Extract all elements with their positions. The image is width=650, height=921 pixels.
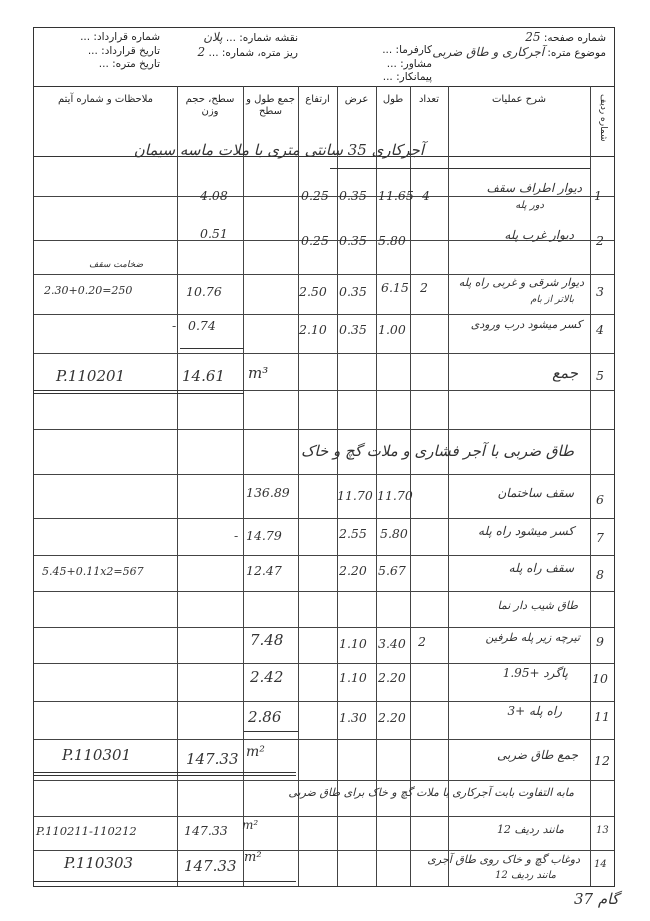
row-number: 10 (592, 671, 608, 686)
underline (244, 731, 298, 732)
col-row-no: شماره ردیف (598, 94, 608, 142)
row-description: سقف راه پله (508, 561, 574, 575)
cell-length: 11.70 (377, 488, 413, 503)
header-col-page (432, 31, 606, 60)
underline (34, 772, 296, 773)
map-number-value: پلان (203, 30, 223, 44)
area-minus-sign: - (172, 318, 177, 333)
cell-length: 2.20 (378, 670, 406, 685)
cell-length: 3.40 (378, 636, 406, 651)
section-title-brickwork: آجرکاری 35 سانتی متری با ملات ماسه سیمان (133, 141, 424, 159)
row-description-2: دور پله (515, 200, 544, 211)
underline (34, 881, 296, 882)
sub-number-label: ریز متره، شماره: ... (208, 46, 298, 59)
header-col-contract (80, 31, 160, 72)
grid-hline (34, 274, 614, 275)
col-area: سطح، حجم وزن (185, 94, 235, 117)
underline (180, 348, 244, 349)
row-description: کسر میشود راه پله (478, 524, 574, 538)
metre-date-label: تاریخ متره: ... (98, 58, 160, 70)
cell-note: 2.30+0.20=250 (44, 284, 133, 297)
cell-area: 4.08 (200, 188, 228, 203)
grid-hline (34, 663, 614, 664)
row-description: دیوار اطراف سقف (486, 181, 582, 195)
cell-area: 0.74 (188, 318, 216, 333)
grid-hline (34, 429, 614, 430)
col-notes: ملاحظات و شماره آیتم (57, 94, 154, 105)
col-height: ارتفاع (305, 94, 330, 105)
grid-vline (337, 86, 338, 886)
cell-length: 5.80 (378, 233, 406, 248)
cell-sum: 14.79 (246, 528, 282, 543)
row-number: 5 (596, 368, 604, 383)
col-length: طول (382, 94, 404, 105)
grid-vline (590, 86, 591, 886)
header-col-employer (382, 44, 432, 85)
cell-area: 147.33 (186, 750, 239, 768)
col-count: تعداد (418, 94, 440, 105)
cell-length: 1.00 (378, 322, 406, 337)
cell-width: 0.35 (339, 233, 367, 248)
subject-label: موضوع متره: (547, 46, 606, 59)
note-annotation: ضخامت سقف (89, 260, 144, 270)
sum-minus-sign: - (234, 528, 239, 543)
grid-vline (410, 86, 411, 886)
grid-hline (34, 314, 614, 315)
grid-hline (34, 627, 614, 628)
contract-number-label: شماره قرارداد: ... (80, 31, 160, 43)
page-number-label: شماره صفحه: (543, 32, 606, 44)
row-description: دوغاب گچ و خاک روی طاق آجری (427, 853, 580, 866)
cell-width: 0.35 (339, 188, 367, 203)
row-number: 2 (596, 233, 604, 248)
metre-sheet (33, 27, 615, 887)
section-title-vault: طاق ضربی با آجر فشاری و ملات گچ و خاک (300, 442, 574, 460)
cell-width: 1.10 (339, 670, 367, 685)
row-description-2: مانند ردیف 12 (495, 870, 556, 881)
sheet-header (34, 28, 614, 87)
row-description: جمع طاق ضربی (496, 748, 578, 762)
unit: m² (242, 818, 259, 832)
row-number: 8 (596, 567, 604, 582)
cell-width: 1.30 (339, 710, 367, 725)
grid-vline (243, 86, 244, 886)
row-number: 6 (596, 492, 604, 507)
cell-length: 5.80 (380, 526, 408, 541)
grid-hline (34, 353, 614, 354)
row-number: 4 (596, 322, 604, 337)
row-number: 7 (596, 530, 604, 545)
underline (34, 390, 244, 391)
cell-area: 0.51 (200, 226, 228, 241)
cell-height: 0.25 (301, 188, 329, 203)
contractor-label: پیمانکار: ... (382, 71, 432, 83)
grid-vline (448, 86, 449, 886)
grid-hline (34, 739, 614, 740)
section-title-difference: مابه التفاوت بابت آجرکاری با ملات گچ و خاک برای طاق ضربی (288, 786, 574, 799)
row-number: 9 (596, 634, 604, 649)
underline (34, 775, 296, 776)
grid-vline (298, 86, 299, 886)
cell-note: P.110301 (62, 746, 132, 764)
cell-area: 10.76 (186, 284, 222, 299)
cell-count: 2 (420, 280, 428, 295)
cell-width: 2.20 (339, 563, 367, 578)
cell-length: 6.15 (381, 280, 409, 295)
cell-sum: 2.86 (248, 708, 282, 726)
underline (330, 168, 590, 169)
header-col-map (198, 31, 298, 60)
cell-height: 2.10 (299, 322, 327, 337)
grid-hline (34, 780, 614, 781)
unit: m² (244, 850, 262, 865)
row-number: 11 (594, 709, 610, 724)
cell-length: 5.67 (378, 563, 406, 578)
grid-hline (34, 816, 614, 817)
cell-height: 0.25 (301, 233, 329, 248)
cell-note: 5.45+0.11x2=567 (42, 565, 144, 578)
row-description-2: بالاتر از بام (530, 294, 574, 305)
row-number: 12 (594, 753, 610, 768)
grid-hline (34, 518, 614, 519)
cell-sum: 7.48 (250, 631, 284, 649)
col-width: عرض (344, 94, 369, 105)
unit: m² (246, 744, 265, 760)
footer-page-number: 37 گام (574, 890, 619, 908)
col-description: شرح عملیات (491, 94, 547, 105)
cell-length: 11.65 (378, 188, 414, 203)
cell-width: 0.35 (339, 322, 367, 337)
row-description: تیرچه زیر پله طرفین (485, 631, 580, 644)
grid-hline (34, 591, 614, 592)
row-description: مانند ردیف 12 (496, 823, 564, 836)
employer-label: کارفرما: ... (382, 44, 432, 56)
row-description: جمع (552, 364, 578, 382)
cell-area: 14.61 (182, 367, 225, 385)
cell-width: 2.55 (339, 526, 367, 541)
grid-hline (34, 555, 614, 556)
consultant-label: مشاور: ... (386, 57, 432, 70)
cell-width: 1.10 (339, 636, 367, 651)
map-number-label: نقشه شماره: ... (225, 32, 298, 44)
unit: m³ (248, 364, 269, 382)
row-number: 3 (596, 284, 604, 299)
subject-value: آجرکاری و طاق ضربی (432, 44, 545, 59)
row-description: طاق شیب دار نما (497, 599, 578, 612)
row-number: 13 (596, 825, 609, 836)
page-number-value: 25 (525, 30, 541, 44)
cell-count: 2 (418, 634, 426, 649)
row-description: دیوار غرب پله (504, 228, 574, 242)
row-description: راه پله +3 (507, 704, 562, 718)
row-number: 14 (594, 859, 607, 870)
cell-length: 2.20 (378, 710, 406, 725)
cell-area: 147.33 (184, 857, 237, 875)
cell-width: 0.35 (339, 284, 367, 299)
cell-count: 4 (422, 188, 430, 203)
cell-note: P.110303 (64, 854, 134, 872)
grid-hline (34, 701, 614, 702)
cell-sum: 136.89 (246, 485, 290, 500)
row-description: کسر میشود درب ورودی (470, 318, 582, 331)
row-number: 1 (594, 188, 602, 203)
cell-note: P.110201 (56, 367, 126, 385)
grid-hline (34, 850, 614, 851)
grid-vline (177, 86, 178, 886)
row-description: دیوار شرقی و غربی راه پله (458, 276, 584, 289)
col-sum: جمع طول و سطح (246, 94, 295, 117)
sub-number-value: 2 (197, 44, 206, 59)
grid-hline (34, 474, 614, 475)
underline (34, 393, 244, 394)
contract-date-label: تاریخ قرارداد: ... (87, 44, 160, 57)
cell-sum: 2.42 (250, 668, 284, 686)
cell-sum: 12.47 (246, 563, 282, 578)
row-description: سقف ساختمان (497, 486, 574, 500)
cell-width: 11.70 (337, 488, 373, 503)
grid-vline (376, 86, 377, 886)
cell-height: 2.50 (299, 284, 327, 299)
cell-note: P.110211-110212 (36, 824, 137, 838)
row-description: پاگرد +1.95 (502, 666, 568, 680)
cell-area: 147.33 (184, 823, 228, 838)
